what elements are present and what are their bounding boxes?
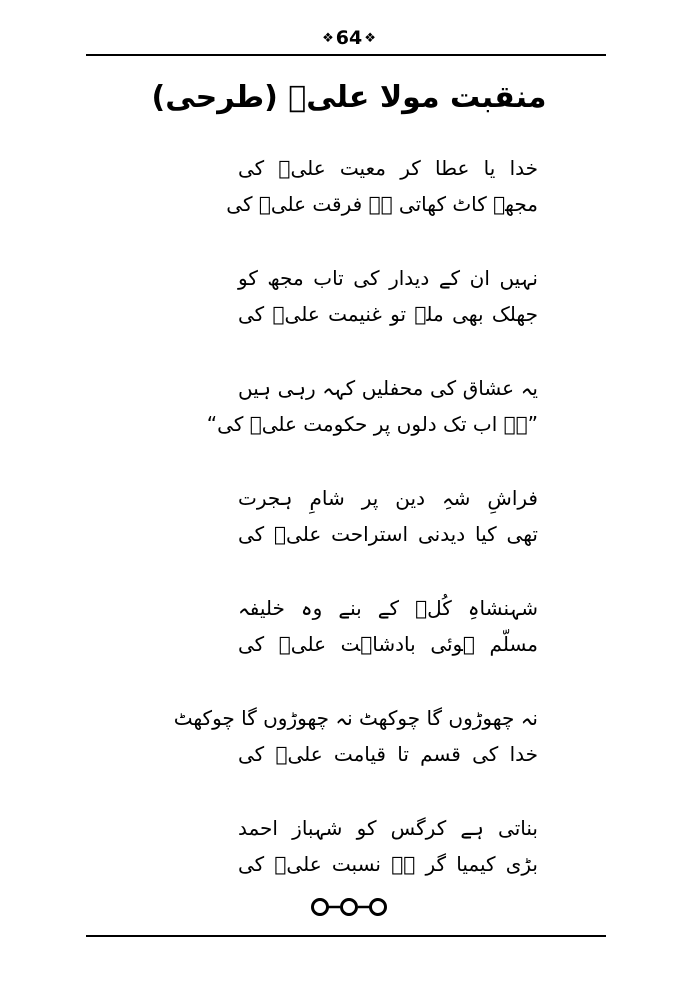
verse-line: شہنشاہِ کُلؐ کے بنے وہ خلیفہ	[238, 596, 538, 620]
verse-line: یہ عشاق کی محفلیں کہہ رہی ہیں	[238, 376, 538, 400]
footer-rule	[86, 935, 606, 937]
stanza	[206, 370, 538, 442]
verse-line: ”ہے اب تک دلوں پر حکومت علیؓ کی“	[206, 412, 538, 436]
verse-line: بڑی کیمیا گر ہے نسبت علیؓ کی	[238, 852, 538, 876]
verse-line: مجھے کاٹ کھاتی ہے فرقت علیؓ کی	[226, 192, 538, 216]
verse-line: نہیں ان کے دیدار کی تاب مجھ کو	[238, 266, 538, 290]
verse-line: جھلک بھی ملے تو غنیمت علیؓ کی	[238, 302, 538, 326]
verse-line: مسلّم ہوئی بادشاہت علیؓ کی	[238, 632, 538, 656]
page-number	[320, 26, 378, 51]
page-number-area	[0, 26, 698, 51]
stanza	[173, 700, 538, 772]
left-ornament-icon: ❖	[322, 30, 334, 46]
verse-line: تھی کیا دیدنی استراحت علیؓ کی	[238, 522, 538, 546]
stanza	[226, 150, 538, 222]
verse-line: نہ چھوڑوں گا چوکھٹ نہ چھوڑوں گا چوکھٹ	[173, 706, 538, 730]
verse-line: بناتی ہے کرگس کو شہباز احمد	[238, 816, 538, 840]
stanza	[238, 810, 538, 882]
stanza	[238, 260, 538, 332]
right-ornament-icon: ❖	[364, 30, 376, 46]
end-ornament	[0, 896, 698, 922]
verse-line: فراشِ شہِ دین پر شامِ ہجرت	[238, 486, 538, 510]
three-circles-icon	[309, 896, 389, 918]
poem-title: منقبت مولا علیؓ (طرحی)	[151, 80, 547, 115]
stanza	[238, 480, 538, 552]
header-rule	[86, 54, 606, 56]
stanza	[238, 590, 538, 662]
page-number-text: 64	[335, 27, 363, 49]
verse-line: خدا یا عطا کر معیت علیؓ کی	[238, 156, 538, 180]
verse-line: خدا کی قسم تا قیامت علیؓ کی	[238, 742, 538, 766]
